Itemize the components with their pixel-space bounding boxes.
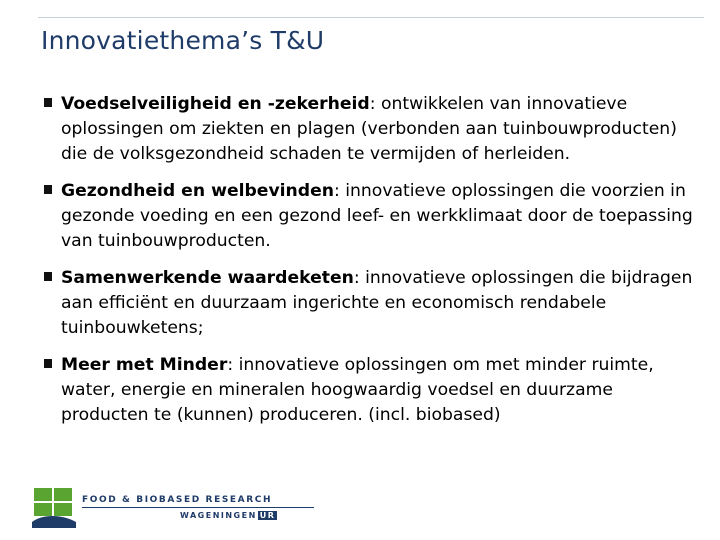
logo-divider (82, 507, 314, 508)
title-divider (38, 17, 704, 18)
logo-text-wageningen (180, 511, 277, 520)
wageningen-ur-logo (32, 488, 302, 528)
square-bullet-icon (44, 98, 52, 107)
bullet-term: Voedselveiligheid en -zekerheid (61, 94, 370, 114)
bullet-item-value-chain (44, 266, 704, 341)
logo-text-food-biobased: FOOD & BIOBASED RESEARCH (82, 495, 273, 505)
bullet-text: : ontwikkelen van innovatieve oplossingen om ziekten en plagen (verbonden aan tuinbouwproducten) die de volksgezondheid schaden te vermijden of herleiden. (61, 94, 677, 164)
bullet-term: Meer met Minder (61, 355, 228, 375)
square-bullet-icon (44, 272, 52, 281)
slide-title: Innovatiethema’s T&U (41, 26, 325, 55)
bullet-list (44, 92, 704, 440)
logo-wageningen: WAGENINGEN (180, 511, 257, 520)
bullet-term: Samenwerkende waardeketen (61, 268, 354, 288)
bullet-item-food-safety (44, 92, 704, 167)
bullet-item-more-with-less (44, 353, 704, 428)
wur-logo-mark-icon (32, 488, 76, 528)
bullet-text: : innovatieve oplossingen om met minder ruimte, water, energie en mineralen hoogwaardig voedsel en duurzame producten te (kunnen) produceren. (incl. biobased) (61, 355, 654, 425)
logo-ur-badge: UR (259, 511, 276, 520)
bullet-text: : innovatieve oplossingen die bijdragen aan efficiënt en duurzaam ingerichte en economisch rendabele tuinbouwketens; (61, 268, 693, 338)
square-bullet-icon (44, 185, 52, 194)
square-bullet-icon (44, 359, 52, 368)
bullet-text: : innovatieve oplossingen die voorzien in gezonde voeding en een gezond leef- en werkklimaat door de toepassing van tuinbouwproducten. (61, 181, 693, 251)
bullet-item-health (44, 179, 704, 254)
bullet-term: Gezondheid en welbevinden (61, 181, 334, 201)
